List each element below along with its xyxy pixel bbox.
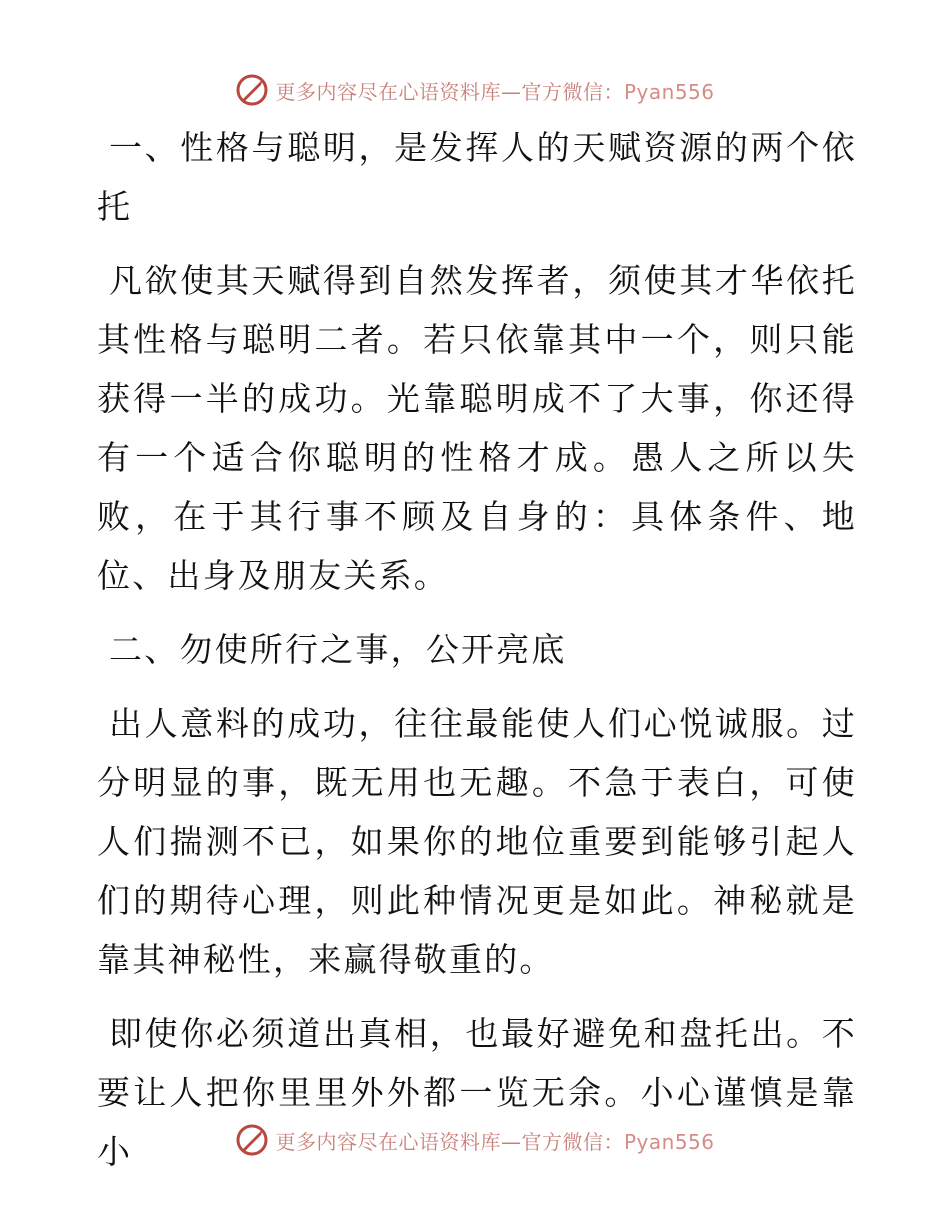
- watermark-text: 更多内容尽在心语资料库—官方微信：Pyan556: [275, 1129, 715, 1154]
- body-paragraph-3: 即使你必须道出真相，也最好避免和盘托出。不要让人把你里里外外都一览无余。小心谨慎是靠小: [97, 1014, 857, 1171]
- body-paragraph-1: 凡欲使其天赋得到自然发挥者，须使其才华依托其性格与聪明二者。若只依靠其中一个，则只能获得一半的成功。光靠聪明成不了大事，你还得有一个适合你聪明的性格才成。愚人之所以失败，在于其行事不顾及自身的：具体条件、地位、出身及朋友关系。: [97, 261, 857, 595]
- quill-logo-icon: [235, 1123, 269, 1157]
- quill-logo-icon: [235, 73, 269, 107]
- section-heading-2: 二、勿使所行之事，公开亮底: [109, 630, 567, 669]
- watermark-text: 更多内容尽在心语资料库—官方微信：Pyan556: [275, 79, 715, 104]
- body-paragraph-2: 出人意料的成功，往往最能使人们心悦诚服。过分明显的事，既无用也无趣。不急于表白，可使人们揣测不已，如果你的地位重要到能够引起人们的期待心理，则此种情况更是如此。神秘就是靠其神秘性，来赢得敬重的。: [97, 704, 857, 979]
- section-heading-1: 一、性格与聪明，是发挥人的天赋资源的两个依托: [97, 128, 857, 226]
- document-body: [97, 118, 857, 1196]
- header-watermark: [0, 70, 950, 110]
- footer-watermark: [0, 1120, 950, 1160]
